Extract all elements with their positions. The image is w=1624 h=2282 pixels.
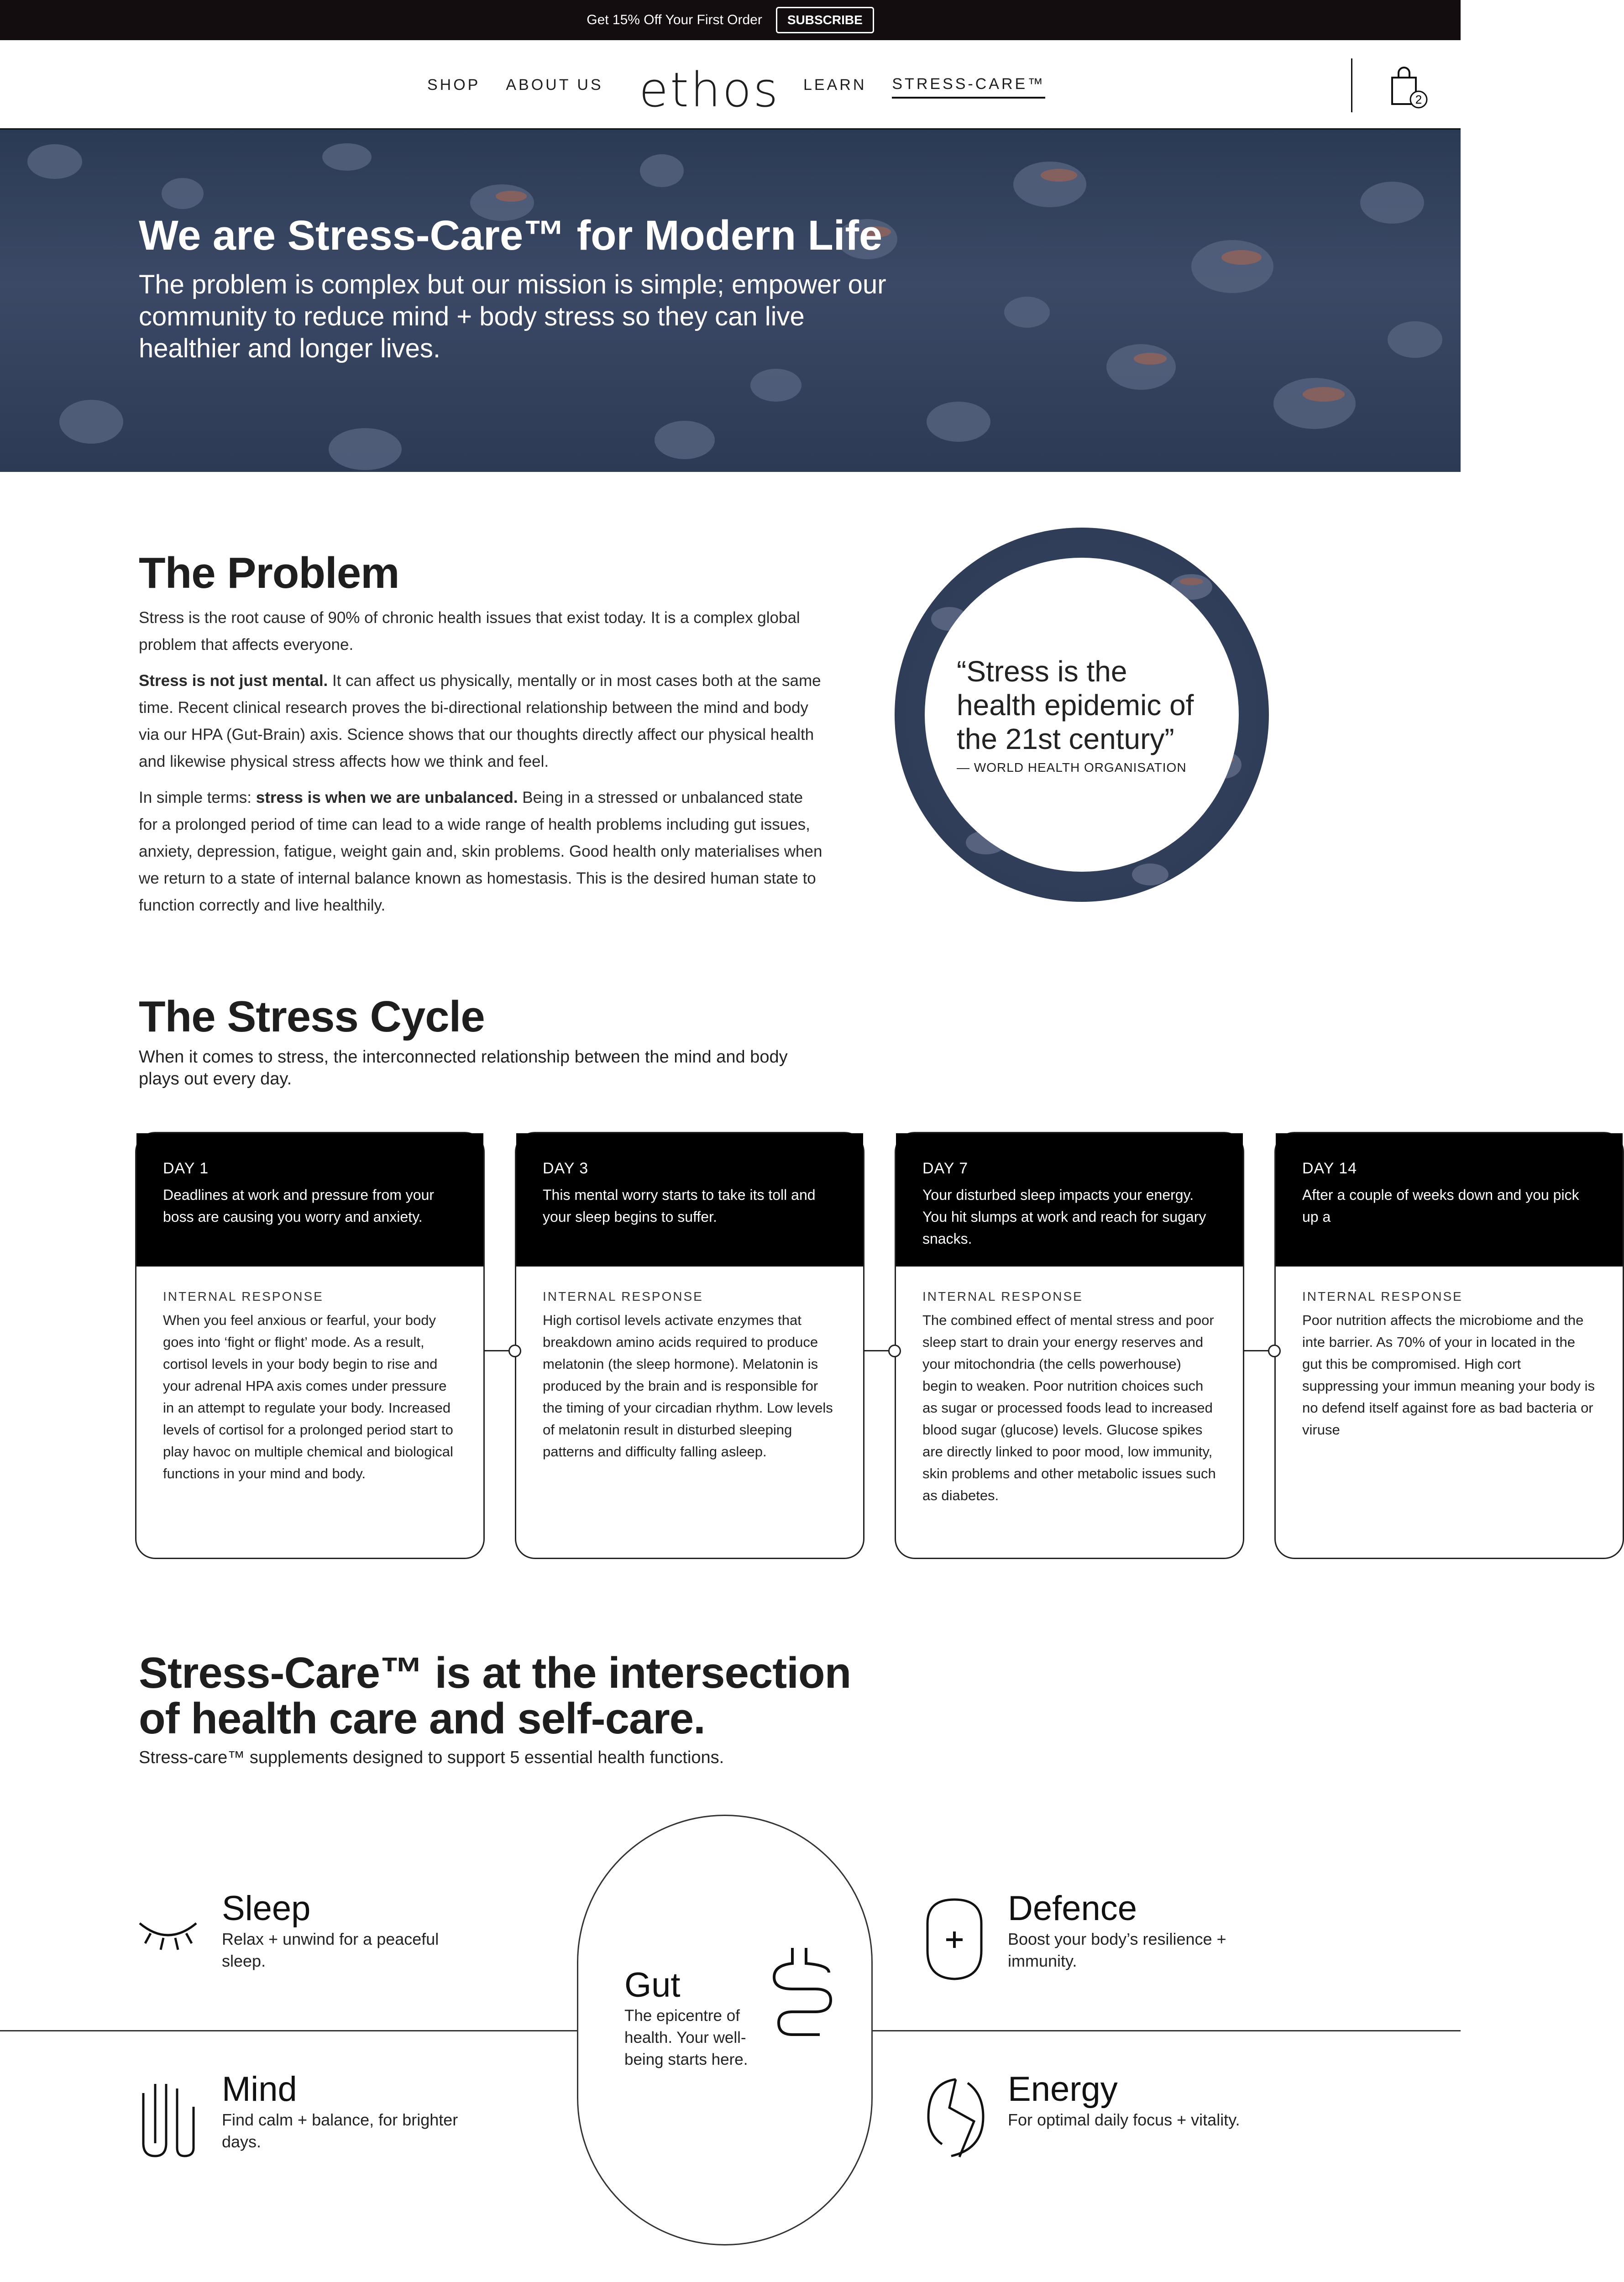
problem-title: The Problem: [139, 549, 399, 597]
card-label: INTERNAL RESPONSE: [163, 1289, 324, 1303]
card-day: DAY 1: [163, 1160, 209, 1177]
sleep-title: Sleep: [222, 1889, 311, 1928]
nav-left: [427, 40, 603, 130]
card-desc: Deadlines at work and pressure from your boss are causing you worry and anxiety.: [163, 1187, 435, 1225]
bag-icon: [1388, 64, 1429, 110]
card-body: High cortisol levels activate enzymes that breakdown amino acids required to produce melatonin (the sleep hormone). Melatonin is produced by the brain and is responsible for the timing of your circadian rhythm. Low levels of melatonin result in disturbed sleeping patterns and difficulty falling asleep.: [543, 1312, 833, 1460]
cart-button[interactable]: [1388, 64, 1429, 110]
gut-desc: The epicentre of health. Your well-being starts here.: [624, 2007, 748, 2068]
feature-energy[interactable]: [1008, 2069, 1291, 2131]
energy-icon: [924, 2076, 988, 2161]
problem-section: [139, 550, 823, 919]
cycle-card-day-1: [135, 1132, 485, 1559]
card-connector-dot: [1268, 1345, 1281, 1357]
card-desc: This mental worry starts to take its toll and your sleep begins to suffer.: [543, 1187, 816, 1225]
intersection-title-line-1: Stress-Care™ is at the intersection: [139, 1649, 851, 1697]
problem-paragraph-3: [139, 784, 823, 919]
card-label: INTERNAL RESPONSE: [543, 1289, 703, 1303]
quote-circle: [895, 528, 1269, 902]
card-connector-dot: [888, 1345, 901, 1357]
card-label: INTERNAL RESPONSE: [1302, 1289, 1463, 1303]
cart-count: 2: [1415, 93, 1422, 106]
problem-p3-text: Being in a stressed or unbalanced state for a prolonged period of time can lead to a wide range of health problems including gut issues, anxiety, depression, fatigue, weight gain and, skin problems. Good health only materialises when we return to a state of internal balance known as homestasis. This is the desired human state to function correctly and live healthily.: [139, 789, 822, 914]
problem-p2-text: It can affect us physically, mentally or in most cases both at the same time. Recent clinical research proves the bi-directional relationship between the mind and body via our HPA (Gut-Brain) axis. Science shows that our thoughts directly affect our physical health and likewise physical stress affects how we think and feel.: [139, 672, 821, 770]
card-day: DAY 7: [922, 1160, 969, 1177]
mind-icon: [139, 2079, 198, 2160]
problem-p3-bold: stress is when we are unbalanced.: [256, 789, 518, 806]
feature-mind[interactable]: [222, 2069, 477, 2153]
feature-sleep[interactable]: [222, 1889, 477, 1972]
intersection-section: [139, 1650, 1052, 1768]
stress-cycle-section: [139, 994, 833, 1090]
stress-cycle-subtitle: When it comes to stress, the interconnected relationship between the mind and body plays out every day.: [139, 1047, 788, 1089]
cycle-card-day-14: [1274, 1132, 1624, 1559]
quote-box: [925, 558, 1239, 872]
sleep-desc: Relax + unwind for a peaceful sleep.: [222, 1930, 439, 1970]
card-desc: After a couple of weeks down and you pick up a: [1302, 1187, 1579, 1225]
card-body: Poor nutrition affects the microbiome and the inte barrier. As 70% of your in located in the gut this be compromised. High cort suppressing your immun meaning your body is no defend itself against fore as bad bacteria or viruse: [1302, 1312, 1595, 1438]
nav-shop[interactable]: SHOP: [427, 76, 481, 94]
nav-about-us[interactable]: ABOUT US: [506, 76, 603, 94]
quote-text: “Stress is the health epidemic of the 21st century”: [957, 655, 1194, 755]
defence-title: Defence: [1008, 1889, 1137, 1928]
nav-right: [803, 40, 1045, 130]
feature-gut: [624, 1965, 761, 2071]
mind-title: Mind: [222, 2070, 297, 2109]
defence-desc: Boost your body’s resilience + immunity.: [1008, 1930, 1226, 1970]
gut-intestine-icon: [765, 1945, 838, 2041]
card-connector-dot: [508, 1345, 521, 1357]
problem-paragraph-2: [139, 667, 823, 775]
feature-defence[interactable]: [1008, 1889, 1291, 1972]
quote-source: — WORLD HEALTH ORGANISATION: [957, 760, 1187, 775]
intersection-title-line-2: of health care and self-care.: [139, 1694, 705, 1743]
gut-title: Gut: [624, 1966, 681, 2005]
card-day: DAY 14: [1302, 1160, 1357, 1177]
site-header: [0, 40, 1461, 130]
nav-stress-care[interactable]: STRESS-CARE™: [892, 72, 1045, 99]
energy-title: Energy: [1008, 2070, 1118, 2109]
stress-cycle-cards[interactable]: [135, 1132, 1595, 1561]
cycle-card-day-7: [895, 1132, 1244, 1559]
card-desc: Your disturbed sleep impacts your energy. You hit slumps at work and reach for sugary snacks.: [922, 1187, 1206, 1247]
promo-subscribe-button[interactable]: SUBSCRIBE: [776, 7, 874, 33]
defence-shield-icon: [924, 1896, 985, 1983]
card-day: DAY 3: [543, 1160, 589, 1177]
cycle-card-day-3: [515, 1132, 864, 1559]
nav-learn[interactable]: LEARN: [803, 76, 867, 94]
ethos-logo[interactable]: ethos: [639, 62, 780, 118]
promo-text: Get 15% Off Your First Order: [587, 12, 762, 27]
promo-bar: [0, 0, 1461, 40]
hero-subtitle: The problem is complex but our mission is simple; empower our community to reduce mind + body stress so they can live healthier and longer lives.: [139, 270, 886, 363]
stress-cycle-title: The Stress Cycle: [139, 992, 485, 1041]
intersection-subtitle: Stress-care™ supplements designed to support 5 essential health functions.: [139, 1748, 724, 1767]
problem-paragraph-1: Stress is the root cause of 90% of chronic health issues that exist today. It is a complex global problem that affects everyone.: [139, 609, 800, 654]
card-label: INTERNAL RESPONSE: [922, 1289, 1083, 1303]
hero-text: [139, 212, 915, 365]
card-body: When you feel anxious or fearful, your body goes into ‘fight or flight’ mode. As a result, cortisol levels in your body begin to rise and your adrenal HPA axis comes under pressure in an attempt to regulate your body. Increased levels of cortisol for a prolonged period start to play havoc on multiple chemical and biological functions in your mind and body.: [163, 1312, 453, 1481]
mind-desc: Find calm + balance, for brighter days.: [222, 2110, 458, 2151]
problem-p3-pre: In simple terms:: [139, 789, 256, 806]
problem-p2-bold: Stress is not just mental.: [139, 672, 328, 690]
sleep-eye-icon: [137, 1915, 199, 1953]
card-body: The combined effect of mental stress and poor sleep start to drain your energy reserves and your mitochondria (the cells powerhouse) begin to weaken. Poor nutrition choices such as sugar or processed foods lead to increased blood sugar (glucose) levels. Glucose spikes are directly linked to poor mood, low immunity, skin problems and other metabolic issues such as diabetes.: [922, 1312, 1216, 1503]
header-divider: [1351, 58, 1352, 112]
hero-banner: [0, 130, 1461, 472]
energy-desc: For optimal daily focus + vitality.: [1008, 2110, 1240, 2129]
hero-title: We are Stress-Care™ for Modern Life: [139, 212, 883, 259]
